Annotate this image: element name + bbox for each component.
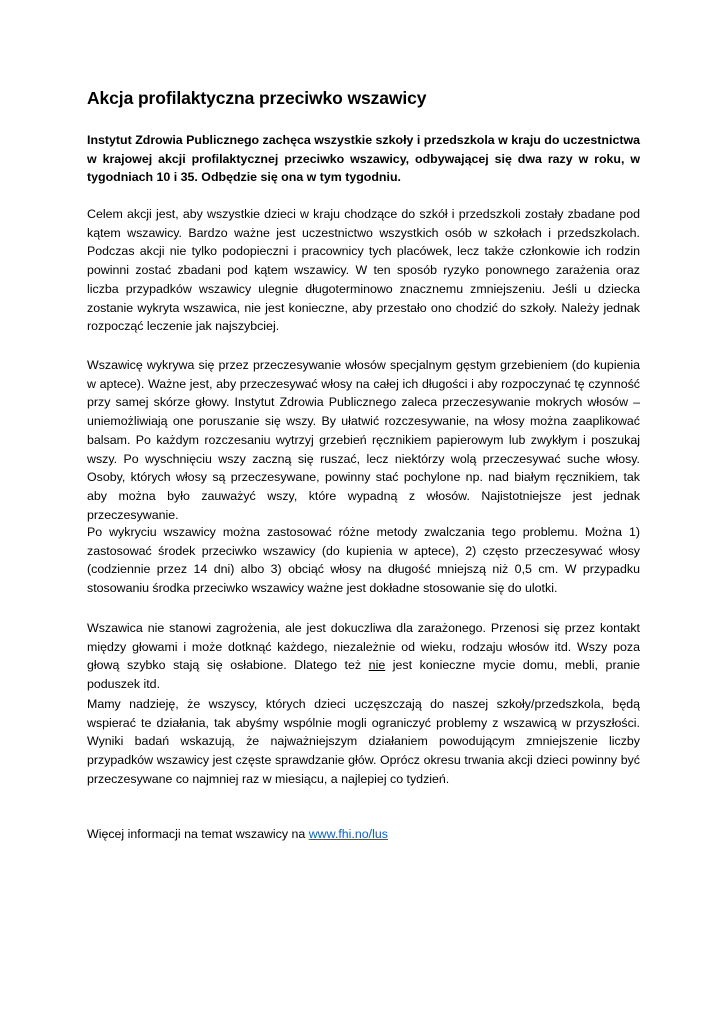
intro-paragraph: Instytut Zdrowia Publicznego zachęca wszystkie szkoły i przedszkola w kraju do uczestnictwa w krajowej akcji profilaktycznej przeciwko wszawicy, odbywającej się dwa razy w roku, w tygodniach 10 i 35. Odbędzie się ona w tym tygodniu. — [87, 133, 640, 185]
paragraph-closing: Mamy nadzieję, że wszyscy, których dzieci uczęszczają do naszej szkoły/przedszkola, będą wspierać te działania, tak abyśmy wspólnie mogli ograniczyć problemy z wszawicą w przyszłości. Wyniki badań wskazują, że najważniejszym działaniem powodującym zmniejszenie liczby przypadków wszawicy jest częste sprawdzanie głów. Oprócz okresu trwania akcji dzieci powinny być przeczesywane co najmniej raz w miesiącu, a najlepiej co tydzień. — [87, 697, 640, 786]
underlined-not: nie — [368, 658, 386, 673]
more-info-line — [87, 825, 388, 844]
paragraph-treatment: Po wykryciu wszawicy można zastosować różne metody zwalczania tego problemu. Można 1) zastosować środek przeciwko wszawicy (do kupienia w aptece), 2) często przeczesywać włosy (codziennie przez 14 dni) albo 3) obciąć włosy na długość mniejszą niż 0,5 cm. W przypadku stosowaniu środka przeciwko wszawicy ważne jest dokładne stosowanie się do ulotki. — [87, 525, 640, 596]
transmission-text-end: jest konieczne mycie domu, mebli, pranie poduszek itd. — [87, 658, 640, 692]
document-title: Akcja profilaktyczna przeciwko wszawicy — [87, 88, 427, 108]
fhi-link[interactable]: www.fhi.no/lus — [308, 827, 388, 841]
paragraph-campaign-goal: Celem akcji jest, aby wszystkie dzieci w kraju chodzące do szkół i przedszkoli zostały zbadane pod kątem wszawicy. Bardzo ważne jest uczestnictwo wszystkich osób w szkołach i przedszkolach. Podczas akcji nie tylko podopieczni i pracownicy tych placówek, lecz także członkowie ich rodzin powinni zostać zbadani pod kątem wszawicy. W ten sposób ryzyko ponownego zarażenia oraz liczba przypadków wszawicy ulegnie długoterminowo znacznemu zmniejszeniu. Jeśli u dziecka zostanie wykryta wszawica, nie jest konieczne, aby przestało ono chodzić do szkoły. Należy jednak rozpocząć leczenie jak najszybciej. — [87, 207, 640, 334]
paragraph-transmission — [87, 619, 640, 694]
paragraph-detection: Wszawicę wykrywa się przez przeczesywanie włosów specjalnym gęstym grzebieniem (do kupienia w aptece). Ważne jest, aby przeczesywać włosy na całej ich długości i aby rozpoczynać tę czynność przy samej skórze głowy. Instytut Zdrowia Publicznego zaleca przeczesywanie mokrych włosów – uniemożliwiają one poruszanie się wszy. By ułatwić rozczesywanie, na włosy można zaaplikować balsam. Po każdym rozczesaniu wytrzyj grzebień ręcznikiem papierowym lub zwykłym i poszukaj wszy. Po wyschnięciu wszy zaczną się ruszać, lecz niektórzy wolą przeczesywać suche włosy. Osoby, których włosy są przeczesywane, powinny stać pochylone np. nad białym ręcznikiem, tak aby można było zauważyć wszy, które wypadną z włosów. Najistotniejsze jest jednak przeczesywanie. — [87, 358, 640, 522]
more-info-text: Więcej informacji na temat wszawicy na — [87, 827, 309, 841]
transmission-text-start: Wszawica nie stanowi zagrożenia, ale jest dokuczliwa dla zarażonego. Przenosi się przez kontakt między głowami i może dotknąć każdego, niezależnie od wieku, rodzaju włosów itd. Wszy poza głową szybko stają się osłabione. Dlatego też — [87, 621, 640, 673]
